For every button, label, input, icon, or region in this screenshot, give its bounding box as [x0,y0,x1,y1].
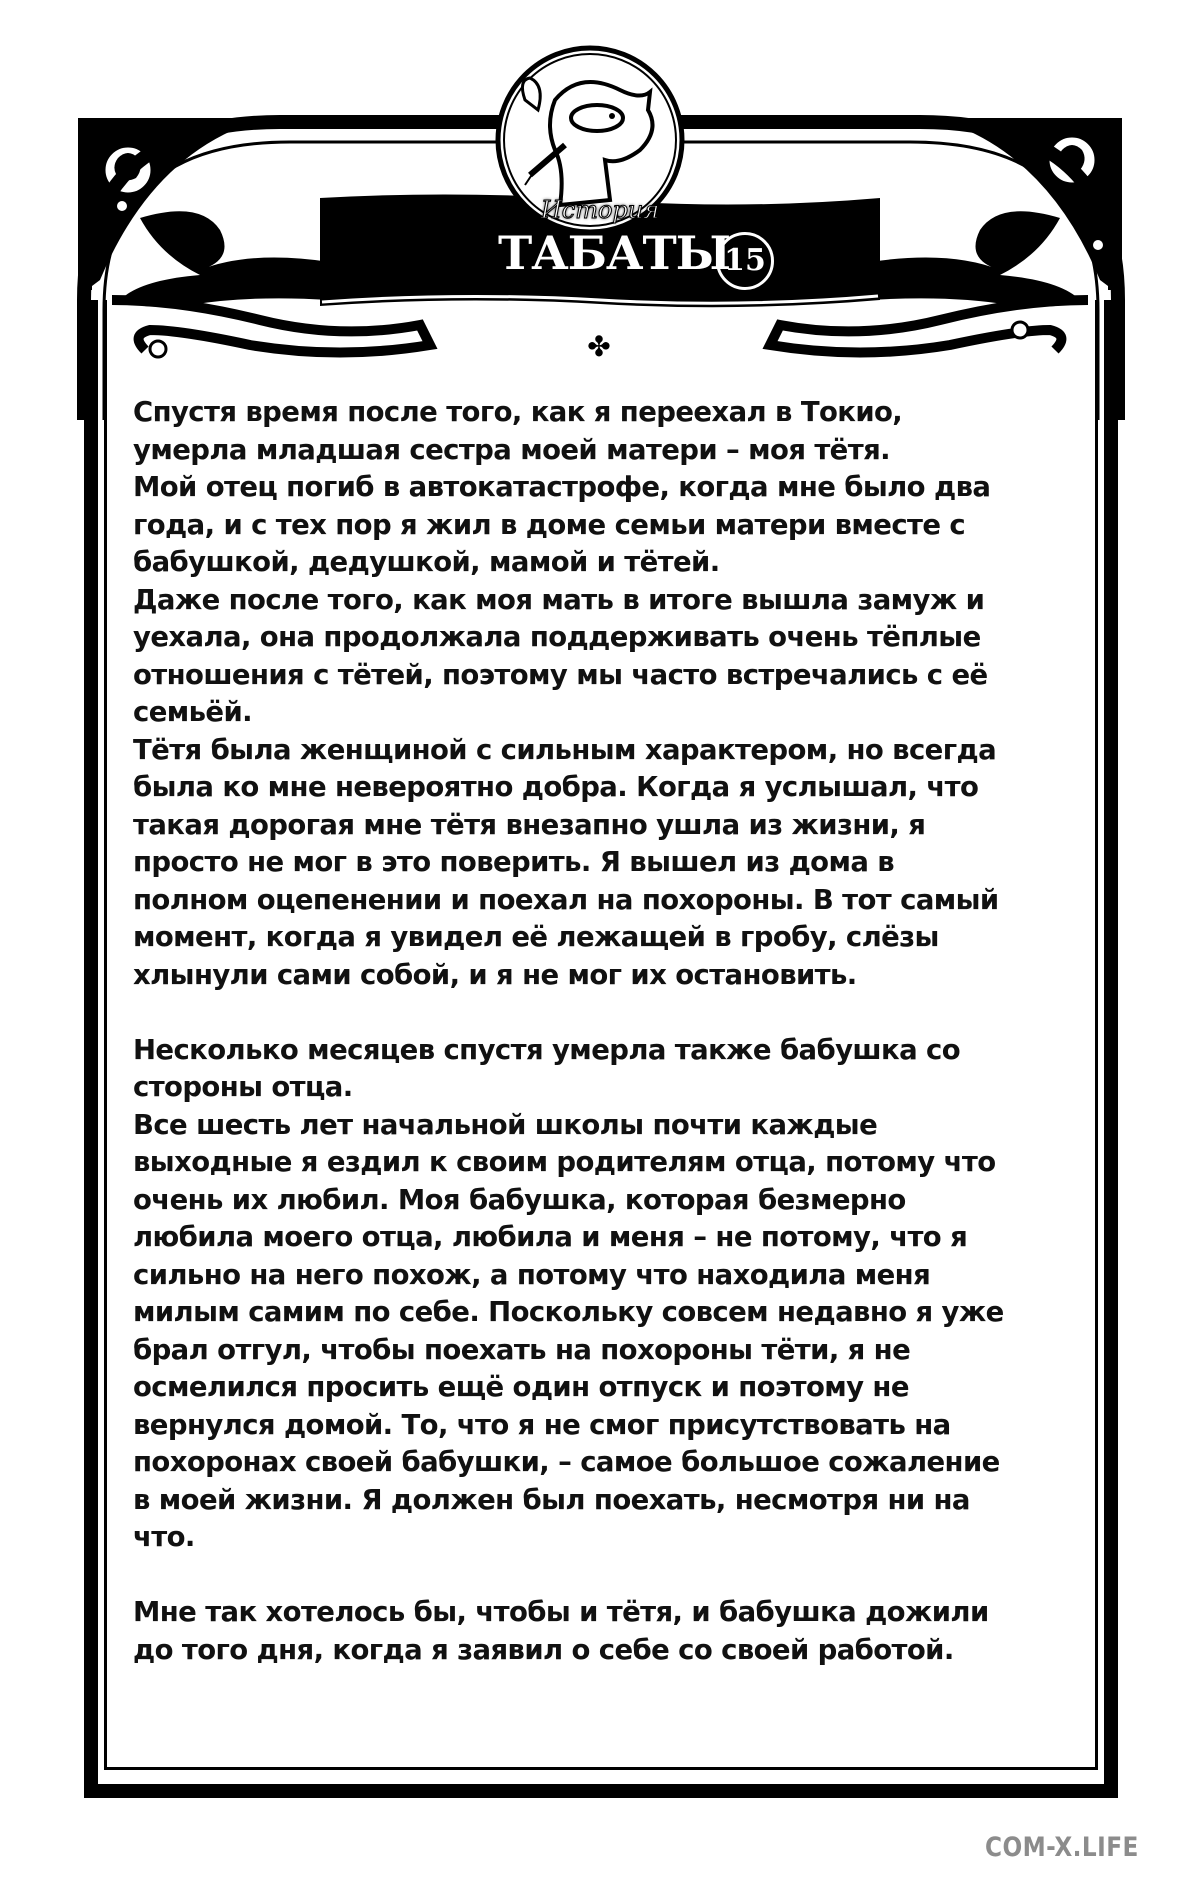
text-line: Тётя была женщиной с сильным характером, но всегда [133,733,997,766]
text-line: милым самим по себе. Поскольку совсем недавно я уже [133,1296,1004,1328]
text-line: до того дня, когда я заявил о себе со своей работой. [133,1633,954,1666]
text-line: момент, когда я увидел её лежащей в гробу, слёзы [133,921,939,953]
text-line: сильно на него похож, а потому что находила меня [133,1258,931,1291]
paragraph-gap [133,1557,1083,1595]
text-line: похоронах своей бабушки, – самое большое сожаление [133,1446,1000,1478]
text-line: такая дорогая мне тётя внезапно ушла из жизни, я [133,808,926,841]
site-watermark: COM-X.LIFE [985,1832,1139,1863]
text-line: Мой отец погиб в автокатастрофе, когда мне было два [133,471,991,503]
text-line: Спустя время после того, как я переехал в Токио, [133,396,903,428]
text-line: бабушкой, дедушкой, мамой и тётей. [133,546,720,578]
text-line: стороны отца. [133,1071,353,1103]
text-line: любила моего отца, любила и меня – не потому, что я [133,1221,968,1253]
text-line: Даже после того, как моя мать в итоге вышла замуж и [133,583,985,616]
text-line: отношения с тётей, поэтому мы часто встречались с её [133,658,988,691]
paragraph-3 [133,1594,1083,1669]
paragraph-2 [133,1032,1083,1557]
series-title: ТАБАТЫ [498,226,730,280]
text-line: умерла младшая сестра моей матери – моя тётя. [133,433,890,466]
text-line: что. [133,1521,195,1553]
text-line: осмелился просить ещё один отпуск и поэтому не [133,1371,909,1403]
paragraph-1 [133,394,1083,994]
text-line: брал отгул, чтобы поехать на похороны тёти, я не [133,1333,911,1366]
text-line: в моей жизни. Я должен был поехать, несмотря ни на [133,1483,970,1516]
text-line: очень их любил. Моя бабушка, которая безмерно [133,1183,906,1216]
series-label: История [540,196,660,224]
text-line: просто не мог в это поверить. Я вышел из дома в [133,846,895,878]
text-line: полном оцепенении и поехал на похороны. В тот самый [133,883,999,916]
issue-number-badge: 15 [716,232,774,290]
text-line: Мне так хотелось бы, чтобы и тётя, и бабушка дожили [133,1596,989,1628]
text-line: уехала, она продолжала поддерживать очень тёплые [133,621,981,653]
paragraph-gap [133,994,1083,1032]
text-line: года, и с тех пор я жил в доме семьи матери вместе с [133,508,966,541]
text-line: Все шесть лет начальной школы почти каждые [133,1108,878,1141]
text-line: хлынули сами собой, и я не мог их остановить. [133,958,857,991]
text-line: выходные я ездил к своим родителям отца, потому что [133,1146,996,1178]
text-line: семьёй. [133,696,252,728]
text-line: Несколько месяцев спустя умерла также бабушка со [133,1033,961,1066]
story-text [133,394,1083,1669]
page-frame-bottom-edge [84,1784,1118,1798]
clover-icon: ✤ [587,331,611,362]
text-line: вернулся домой. То, что я не смог присутствовать на [133,1408,951,1441]
text-line: была ко мне невероятно добра. Когда я услышал, что [133,771,979,803]
